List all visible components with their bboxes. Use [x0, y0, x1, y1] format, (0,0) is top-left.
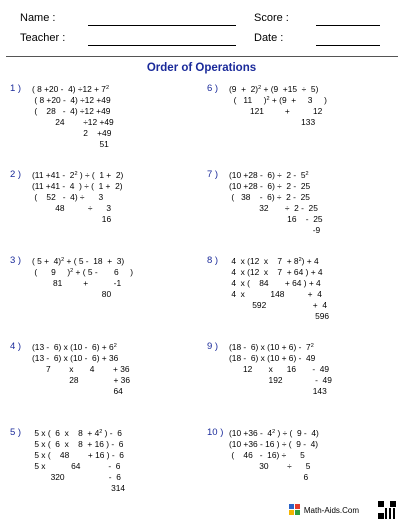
- problem-step: 81 + -1: [32, 278, 122, 288]
- problem-step: ( 8 +20 - 4) ÷12 +49: [32, 95, 111, 105]
- qr-code-icon: [377, 500, 397, 520]
- problem-4: [207, 170, 395, 250]
- problem-number: 7 ): [207, 169, 219, 180]
- name-line[interactable]: [88, 25, 236, 26]
- problem-step: 592 + 4: [229, 300, 327, 310]
- footer-site-text: Math-Aids.Com: [303, 505, 359, 515]
- problem-step: 5 x 64 - 6: [32, 461, 121, 471]
- problem-expression: $(10 +28 - 6) \div 2 - 5^2$: [229, 170, 309, 180]
- problem-step: (10 +36 - 16 ) ÷ ( 9 - 4): [229, 439, 319, 449]
- problem-step: 314: [32, 483, 126, 493]
- problem-expression: ($10 +36 - 4^2$ ) ÷ ( 9 - 4): [229, 428, 319, 438]
- problem-expression: (13 - 6) x $(10 - 6) + 6^2$: [32, 342, 117, 352]
- problem-step: (11 +41 - 4 ) ÷ ( 1 + 2): [32, 181, 123, 191]
- problem-step: 4 x 148 + 4: [229, 289, 322, 299]
- problem-step: (18 - 6) x (10 + 6) - 49: [229, 353, 316, 363]
- problem-step: 12 x 16 - 49: [229, 364, 330, 374]
- problem-step: 16 - 25: [229, 214, 323, 224]
- problem-step: 4 x (12 x 7 + 64 ) + 4: [229, 267, 323, 277]
- problem-step: ( 28 - 4) ÷12 +49: [32, 106, 111, 116]
- problem-step: 192 - 49: [229, 375, 332, 385]
- math-aids-logo-icon: [289, 504, 301, 516]
- problem-8: [207, 342, 395, 422]
- teacher-label: Teacher :: [20, 32, 66, 44]
- problem-step: 5 x ( 48 + 16 ) - 6: [32, 450, 124, 460]
- problem-expression: 5 x ( 6 x $8 + 4^2$ ) - 6: [32, 428, 122, 438]
- problem-expression: ( $8 +20 - 4) \div 12 + 7^2$: [32, 84, 110, 94]
- problem-1: [10, 84, 198, 164]
- problem-6: [207, 256, 395, 336]
- problem-number: 10 ): [207, 427, 224, 438]
- name-label: Name :: [20, 12, 56, 24]
- problem-step: (10 +28 - 6) ÷ 2 - 25: [229, 181, 311, 191]
- problem-number: 4 ): [10, 341, 22, 352]
- problem-number: 6 ): [207, 83, 219, 94]
- score-line[interactable]: [316, 25, 380, 26]
- date-label: Date :: [254, 32, 284, 44]
- problem-step: 16: [32, 214, 112, 224]
- problem-expression: (18 - 6) x $(10 + 6) - 7^2$: [229, 342, 314, 352]
- problem-expression: ( 5 + 4)$^2$ + ( 5 - 18 + 3): [32, 256, 125, 266]
- problem-step: 320 - 6: [32, 472, 121, 482]
- problem-step: 7 x 4 + 36: [32, 364, 130, 374]
- problem-2: [207, 84, 395, 164]
- problem-step: 48 ÷ 3: [32, 203, 112, 213]
- problem-10: [207, 428, 395, 508]
- problem-step: 121 + 12: [229, 106, 323, 116]
- problem-9: [10, 428, 198, 508]
- problem-step: ( 46 - 16) ÷ 5: [229, 450, 305, 460]
- problem-number: 3 ): [10, 255, 22, 266]
- problem-step: ( 38 - 6) ÷ 2 - 25: [229, 192, 310, 202]
- problem-5: [10, 256, 198, 336]
- problem-step: 32 ÷ 2 - 25: [229, 203, 318, 213]
- problem-step: 24 ÷12 +49: [32, 117, 114, 127]
- problem-step: 6: [229, 472, 309, 482]
- problem-step: 80: [32, 289, 112, 299]
- problem-step: 5 x ( 6 x 8 + 16 ) - 6: [32, 439, 124, 449]
- problem-3: [10, 170, 198, 250]
- problem-number: 5 ): [10, 427, 22, 438]
- problem-expression: $(9 + 2)^2 + (9 +15 \div 5)$: [229, 84, 319, 94]
- teacher-line[interactable]: [88, 45, 236, 46]
- problem-step: (13 - 6) x (10 - 6) + 36: [32, 353, 119, 363]
- problem-number: 1 ): [10, 83, 22, 94]
- date-line[interactable]: [316, 45, 380, 46]
- worksheet-title: Order of Operations: [146, 62, 257, 74]
- header-divider: [6, 56, 398, 57]
- problem-expression: 4 x (12 x $7 + 8^2) + 4$: [229, 256, 319, 266]
- problem-step: 2 +49: [32, 128, 112, 138]
- problem-step: 596: [229, 311, 330, 321]
- score-label: Score :: [254, 12, 289, 24]
- problem-step: 143: [229, 386, 327, 396]
- problem-step: 64: [32, 386, 123, 396]
- problem-step: ( 52 - 4) ÷ 3: [32, 192, 104, 202]
- problem-step: 28 + 36: [32, 375, 130, 385]
- problem-number: 9 ): [207, 341, 219, 352]
- problem-step: 51: [32, 139, 109, 149]
- problem-step: ( 9 )$^2$ + ( 5 - 6 ): [32, 267, 134, 277]
- problem-7: [10, 342, 198, 422]
- footer-brand: [289, 504, 359, 516]
- problem-step: 133: [229, 117, 316, 127]
- problem-number: 8 ): [207, 255, 219, 266]
- problem-expression: ($11 +41 - 2^2$ ) ÷ ( 1 + 2): [32, 170, 124, 180]
- problem-step: 30 ÷ 5: [229, 461, 311, 471]
- problem-step: -9: [229, 225, 321, 235]
- problem-number: 2 ): [10, 169, 22, 180]
- problem-step: ( 11 )$^2$ + (9 + 3 ): [229, 95, 327, 105]
- problem-step: 4 x ( 84 + 64 ) + 4: [229, 278, 321, 288]
